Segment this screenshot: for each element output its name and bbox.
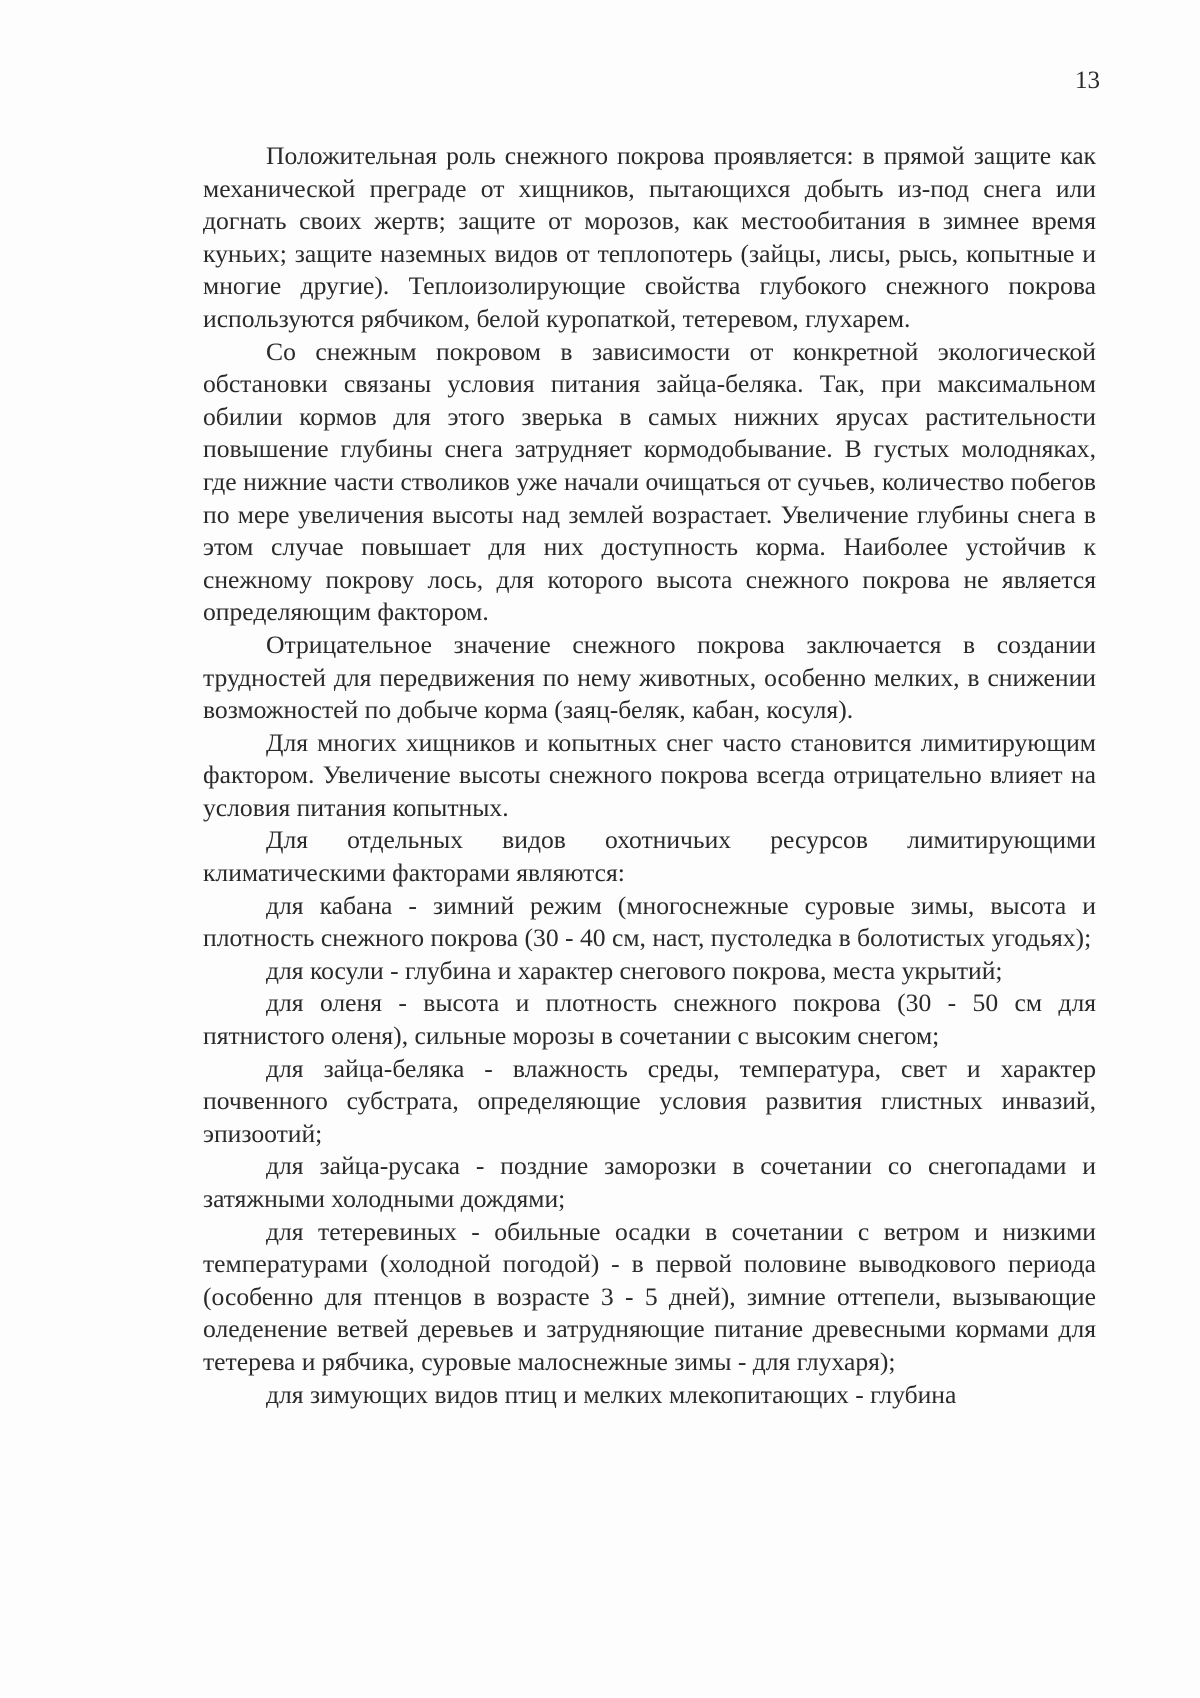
- paragraph: Для отдельных видов охотничьих ресурсов лимитирующими климатическими факторами являются:: [203, 825, 1096, 888]
- paragraph: Для многих хищников и копытных снег часто становится лимитирующим фактором. Увеличение высоты снежного покрова всегда отрицательно влияет на условия питания копытных.: [203, 727, 1096, 822]
- document-body: [203, 140, 1096, 1411]
- paragraph: для зайца-русака - поздние заморозки в сочетании со снегопадами и затяжными холодными дождями;: [203, 1151, 1096, 1213]
- paragraph: для зайца-беляка - влажность среды, температура, свет и характер почвенного субстрата, определяющие условия развития глистных инвазий, эпизоотий;: [203, 1053, 1096, 1148]
- paragraph: для косули - глубина и характер снегового покрова, места укрытий;: [266, 955, 1003, 985]
- paragraph: для оленя - высота и плотность снежного покрова (30 - 50 см для пятнистого оленя), сильные морозы в сочетании с высоким снегом;: [203, 988, 1096, 1051]
- paragraph: Отрицательное значение снежного покрова заключается в создании трудностей для передвижения по нему животных, особенно мелких, в снижении возможностей по добыче корма (заяц-беляк, кабан, косуля).: [203, 629, 1096, 725]
- page-number: 13: [1075, 67, 1100, 94]
- paragraph: для зимующих видов птиц и мелких млекопитающих - глубина: [266, 1379, 957, 1409]
- paragraph: для кабана - зимний режим (многоснежные суровые зимы, высота и плотность снежного покрова (30 - 40 см, наст, пустоледка в болотистых угодьях);: [203, 890, 1096, 953]
- paragraph: Со снежным покровом в зависимости от конкретной экологической обстановки связаны условия питания зайца-беляка. Так, при максимальном обилии кормов для этого зверька в самых нижних ярусах растительности повышение глубины снега затрудняет кормодобывание. В густых молодняках, где нижние части стволиков уже начали очищаться от сучьев, количество побегов по мере увеличения высоты над землей возрастает. Увеличение глубины снега в этом случае повышает для них доступность корма. Наиболее устойчив к снежному покрову лось, для которого высота снежного покрова не является определяющим фактором.: [203, 336, 1096, 627]
- paragraph: для тетеревиных - обильные осадки в сочетании с ветром и низкими температурами (холодной погодой) - в первой половине выводкового периода (особенно для птенцов в возрасте 3 - 5 дней), зимние оттепели, вызывающие оледенение ветвей деревьев и затрудняющие питание древесными кормами для тетерева и рябчика, суровые малоснежные зимы - для глухаря);: [203, 1216, 1096, 1376]
- paragraph: Положительная роль снежного покрова проявляется: в прямой защите как механической преграде от хищников, пытающихся добыть из-под снега или догнать своих жертв; защите от морозов, как местообитания в зимнее время куньих; защите наземных видов от теплопотерь (зайцы, лисы, рысь, копытные и многие другие). Теплоизолирующие свойства глубокого снежного покрова используются рябчиком, белой куропаткой, тетеревом, глухарем.: [203, 141, 1096, 333]
